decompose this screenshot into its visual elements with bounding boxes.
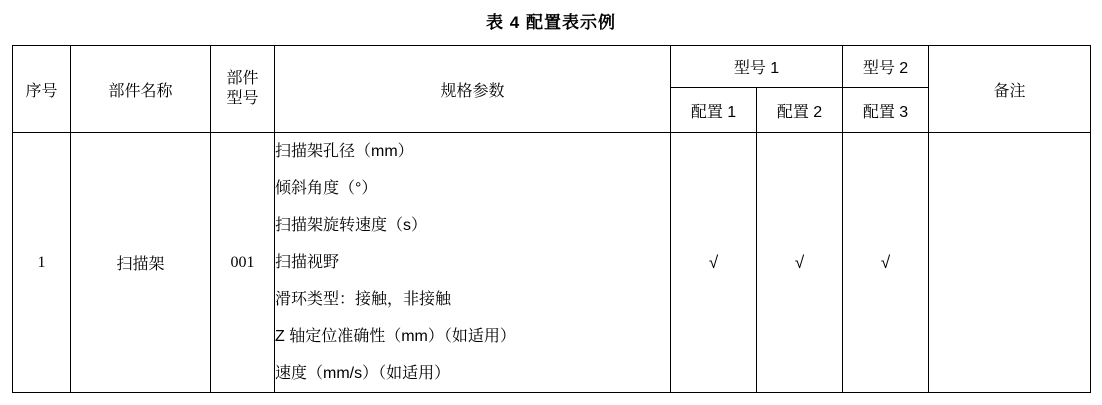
header-spec: 规格参数 xyxy=(275,46,671,133)
spec-item: 扫描架孔径（mm） xyxy=(275,143,414,160)
header-part-model-line1: 部件 xyxy=(226,70,259,87)
header-config-3: 配置 3 xyxy=(843,88,929,133)
spec-item: 扫描视野 xyxy=(275,254,340,271)
cell-config-3: √ xyxy=(843,133,929,393)
header-config-1: 配置 1 xyxy=(671,88,757,133)
table-header-row-1 xyxy=(13,46,1091,88)
cell-part-name: 扫描架 xyxy=(71,133,211,393)
table-caption: 表 4 配置表示例 xyxy=(486,13,616,32)
header-model-group-2: 型号 2 xyxy=(843,46,929,88)
header-part-model-line2: 型号 xyxy=(226,90,259,107)
header-remark: 备注 xyxy=(929,46,1091,133)
header-seq: 序号 xyxy=(13,46,71,133)
header-model-group-1: 型号 1 xyxy=(671,46,843,88)
spec-item: 倾斜角度（°） xyxy=(275,180,378,197)
spec-item: Z 轴定位准确性（mm）（如适用） xyxy=(275,328,516,345)
cell-seq: 1 xyxy=(13,133,71,393)
cell-config-2: √ xyxy=(757,133,843,393)
spec-item: 滑环类型：接触，非接触 xyxy=(275,291,452,308)
header-config-2: 配置 2 xyxy=(757,88,843,133)
cell-remark xyxy=(929,133,1091,393)
configuration-table xyxy=(12,45,1091,393)
spec-item: 扫描架旋转速度（s） xyxy=(275,217,428,234)
cell-part-model: 001 xyxy=(211,133,275,393)
table-row xyxy=(13,133,1091,393)
header-part-model xyxy=(211,46,275,133)
spec-item: 速度（mm/s）（如适用） xyxy=(275,365,451,382)
cell-config-1: √ xyxy=(671,133,757,393)
cell-spec-list xyxy=(275,133,671,393)
header-part-name: 部件名称 xyxy=(71,46,211,133)
